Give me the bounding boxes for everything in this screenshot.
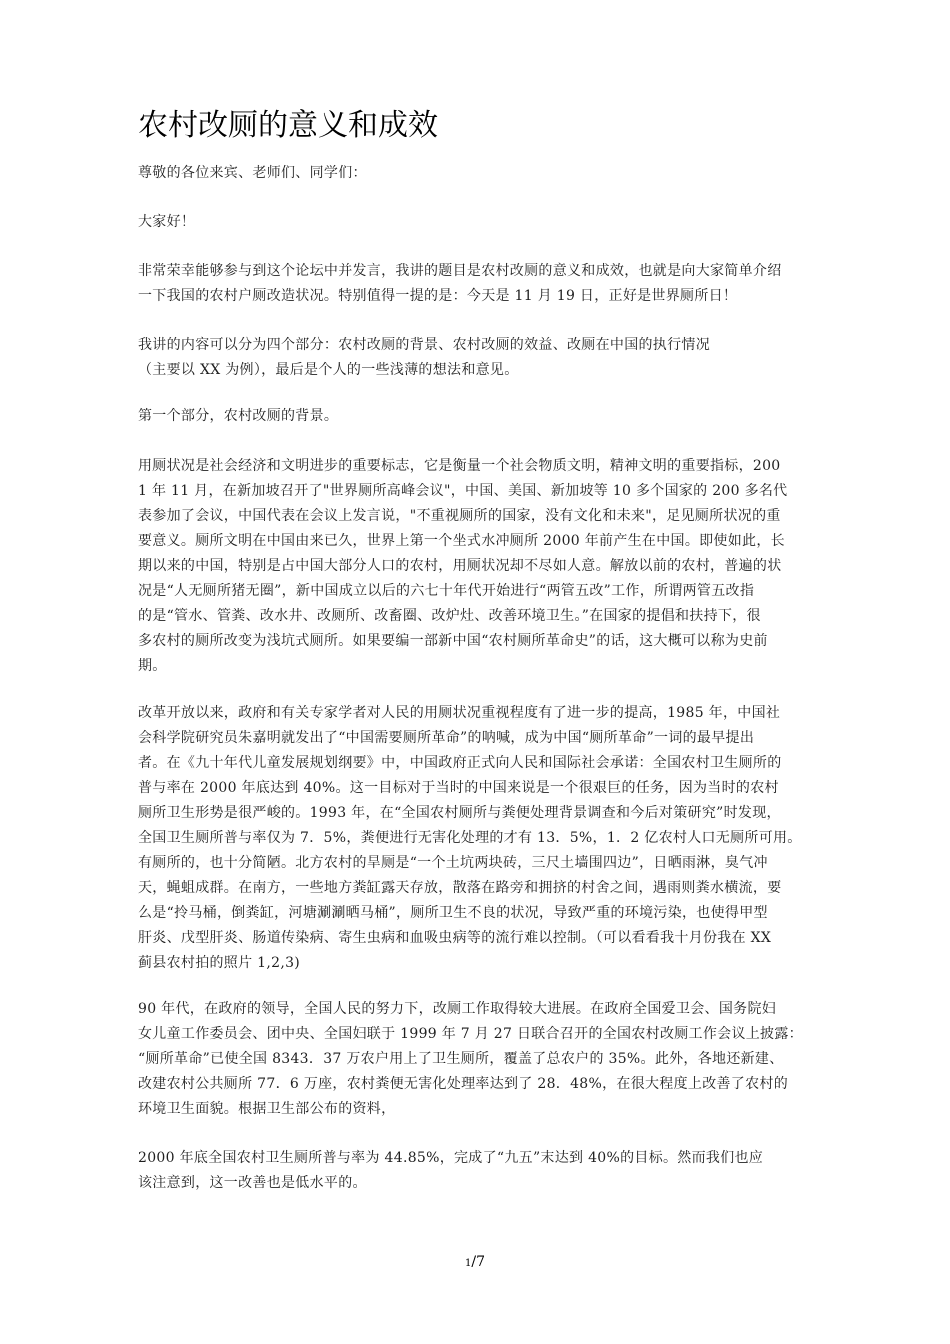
page-total: /7 (471, 1254, 485, 1270)
paragraph-line: 的是“管水、管粪、改水井、改厕所、改畜圈、改炉灶、改善环境卫生。”在国家的提倡和扶持下，很 (138, 608, 761, 624)
paragraph-line: 非常荣幸能够参与到这个论坛中并发言，我讲的题目是农村改厕的意义和成效，也就是向大家简单介绍 (138, 263, 782, 279)
paragraph-line: 厕所卫生形势是很严峻的。1993 年，在“全国农村厕所与粪便处理背景调查和今后对策研究”时发现， (138, 805, 781, 821)
paragraph-line: 改建农村公共厕所 77．6 万座，农村粪便无害化处理率达到了 28．48%，在很大程度上改善了农村的 (138, 1076, 789, 1092)
paragraph-line: 期以来的中国，特别是占中国大部分人口的农村，用厕状况却不尽如人意。解放以前的农村，普遍的状 (138, 558, 782, 574)
paragraph-line: 90 年代，在政府的领导，全国人民的努力下，改厕工作取得较大进展。在政府全国爱卫会、国务院妇 (138, 1001, 777, 1017)
paragraph-line: 环境卫生面貌。根据卫生部公布的资料， (138, 1101, 396, 1117)
paragraph-line: 者。在《九十年代儿童发展规划纲要》中，中国政府正式向人民和国际社会承诺：全国农村卫生厕所的 (138, 755, 782, 771)
paragraph-line: 肝炎、戊型肝炎、肠道传染病、寄生虫病和血吸虫病等的流行难以控制。（可以看看我十月份我在 XX (138, 930, 772, 946)
paragraph-line: （主要以 XX 为例），最后是个人的一些浅薄的想法和意见。 (138, 362, 519, 378)
paragraph-line: 表参加了会议，中国代表在会议上发言说，"不重视厕所的国家，没有文化和未来"，足见厕所状况的重 (138, 508, 781, 524)
paragraph-line: 有厕所的，也十分简陋。北方农村的旱厕是“一个土坑两块砖，三尺土墙围四边”，日晒雨淋，臭气冲 (138, 855, 768, 871)
paragraph-line: 该注意到，这一改善也是低水平的。 (138, 1175, 367, 1191)
paragraph-line: 会科学院研究员朱嘉明就发出了“中国需要厕所革命”的呐喊，成为中国“厕所革命”一词的最早提出 (138, 730, 755, 746)
paragraph-line: 女儿童工作委员会、团中央、全国妇联于 1999 年 7 月 27 日联合召开的全国农村改厕工作会议上披露： (138, 1026, 803, 1042)
hello-line: 大家好！ (138, 214, 196, 230)
page-current: 1 (465, 1258, 472, 1269)
section-heading: 第一个部分，农村改厕的背景。 (138, 408, 339, 424)
paragraph-line: 蓟县农村拍的照片 1,2,3) (138, 955, 301, 971)
greeting-line: 尊敬的各位来宾、老师们、同学们： (138, 165, 367, 181)
paragraph-line: 期。 (138, 658, 167, 674)
paragraph-line: 1 年 11 月，在新加坡召开了"世界厕所高峰会议"，中国、美国、新加坡等 10 多个国家的 200 多名代 (138, 483, 788, 499)
paragraph-line: “厕所革命”已使全国 8343．37 万农户用上了卫生厕所，覆盖了总农户的 35%。此外，各地还新建、 (138, 1051, 784, 1067)
paragraph-line: 要意义。厕所文明在中国由来已久，世界上第一个坐式水冲厕所 2000 年前产生在中国。即使如此，长 (138, 533, 785, 549)
page-title: 农村改厕的意义和成效 (138, 108, 438, 143)
paragraph-line: 一下我国的农村户厕改造状况。特别值得一提的是：今天是 11 月 19 日，正好是世界厕所日！ (138, 288, 738, 304)
paragraph-line: 普与率在 2000 年底达到 40%。这一目标对于当时的中国来说是一个很艰巨的任务，因为当时的农村 (138, 780, 779, 796)
paragraph-line: 况是“人无厕所猪无圈”，新中国成立以后的六七十年代开始进行“两管五改”工作，所谓两管五改指 (138, 583, 755, 599)
paragraph-line: 2000 年底全国农村卫生厕所普与率为 44.85%，完成了“九五”末达到 40%的目标。然而我们也应 (138, 1150, 764, 1166)
paragraph-line: 多农村的厕所改变为浅坑式厕所。如果要编一部新中国“农村厕所革命史”的话，这大概可以称为史前 (138, 633, 768, 649)
paragraph-line: 么是“拎马桶，倒粪缸，河塘涮涮晒马桶”，厕所卫生不良的状况，导致严重的环境污染，也使得甲型 (138, 905, 768, 921)
paragraph-line: 改革开放以来，政府和有关专家学者对人民的用厕状况重视程度有了进一步的提高，1985 年，中国社 (138, 705, 781, 721)
paragraph-line: 全国卫生厕所普与率仅为 7．5%，粪便进行无害化处理的才有 13．5%，1．2 亿农村人口无厕所可用。 (138, 830, 802, 846)
paragraph-line: 我讲的内容可以分为四个部分：农村改厕的背景、农村改厕的效益、改厕在中国的执行情况 (138, 337, 710, 353)
paragraph-line: 天，蝇蛆成群。在南方，一些地方粪缸露天存放，散落在路旁和拥挤的村舍之间，遇雨则粪水横流，要 (138, 880, 782, 896)
paragraph-line: 用厕状况是社会经济和文明进步的重要标志，它是衡量一个社会物质文明，精神文明的重要指标，200 (138, 458, 781, 474)
page-number (0, 1253, 950, 1273)
